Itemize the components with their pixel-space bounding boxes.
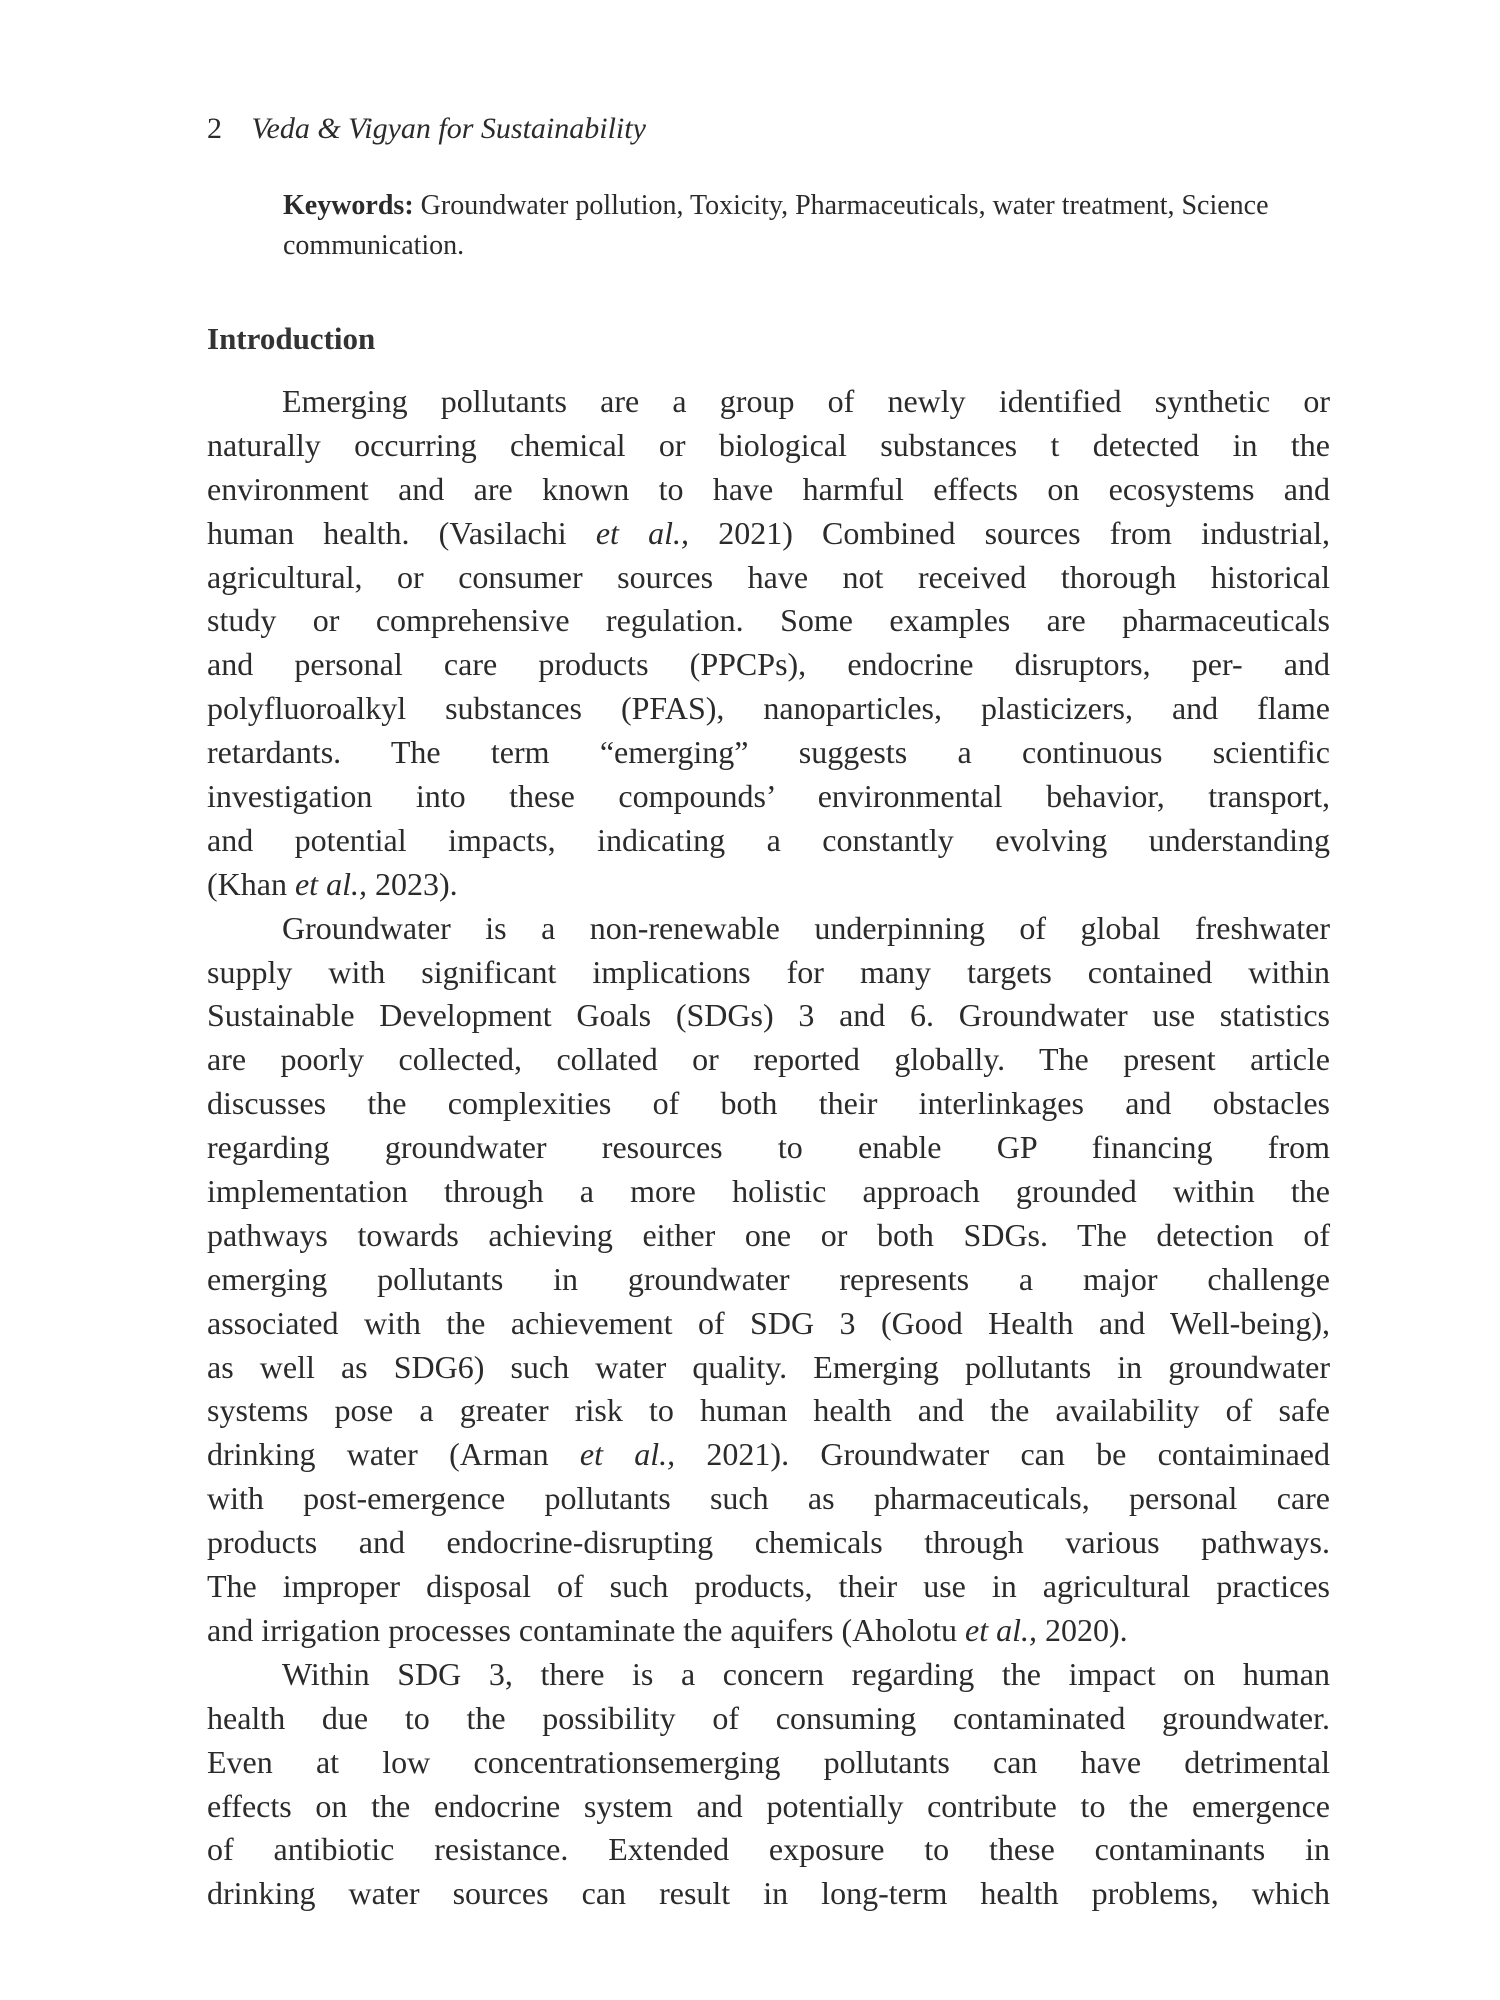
text-segment: and personal care products (PPCPs), endocrine disruptors, per- and [207, 646, 1330, 683]
text-segment: drinking water (Arman [207, 1436, 580, 1473]
text-line [207, 775, 1330, 819]
text-line [207, 819, 1330, 863]
text-line [207, 994, 1330, 1038]
text-segment: Within SDG 3, there is a concern regarding the impact on human [282, 1655, 1330, 1692]
text-segment: retardants. The term “emerging” suggests a continuous scientific [207, 734, 1330, 771]
body-text [207, 380, 1330, 1916]
citation-et-al: et al., [595, 514, 690, 551]
text-segment: drinking water sources can result in long-term health problems, which [207, 1875, 1330, 1912]
text-segment: 2020). [1036, 1611, 1128, 1648]
text-line [207, 1346, 1330, 1390]
text-segment: 2021) Combined sources from industrial, [689, 514, 1331, 551]
text-line [207, 1828, 1330, 1872]
text-segment: effects on the endocrine system and potentially contribute to the emergence [207, 1787, 1330, 1824]
text-segment: The improper disposal of such products, their use in agricultural practices [207, 1568, 1330, 1605]
text-segment: products and endocrine-disrupting chemicals through various pathways. [207, 1524, 1330, 1561]
paragraph [207, 1653, 1330, 1916]
text-segment: pathways towards achieving either one or both SDGs. The detection of [207, 1216, 1330, 1253]
text-line [207, 380, 1330, 424]
text-line [207, 1565, 1330, 1609]
text-segment: systems pose a greater risk to human health and the availability of safe [207, 1392, 1330, 1429]
text-line [207, 1038, 1330, 1082]
text-line [207, 556, 1330, 600]
text-segment: as well as SDG6) such water quality. Emerging pollutants in groundwater [207, 1348, 1330, 1385]
text-segment: associated with the achievement of SDG 3 (Good Health and Well-being), [207, 1304, 1330, 1341]
text-line [207, 1126, 1330, 1170]
text-segment: environment and are known to have harmful effects on ecosystems and [207, 470, 1330, 507]
text-line [207, 1477, 1330, 1521]
text-segment: agricultural, or consumer sources have not received thorough historical [207, 558, 1330, 595]
citation-et-al: et al., [964, 1611, 1037, 1648]
text-line [207, 1170, 1330, 1214]
text-segment: study or comprehensive regulation. Some examples are pharmaceuticals [207, 602, 1330, 639]
text-line [207, 1214, 1330, 1258]
text-line [207, 731, 1330, 775]
text-line [207, 1521, 1330, 1565]
text-segment: Emerging pollutants are a group of newly identified synthetic or [282, 383, 1330, 419]
text-segment: polyfluoroalkyl substances (PFAS), nanoparticles, plasticizers, and flame [207, 690, 1330, 727]
keywords [283, 186, 1283, 266]
text-line [207, 1258, 1330, 1302]
text-segment: and potential impacts, indicating a constantly evolving understanding [207, 821, 1330, 858]
text-line [207, 907, 1330, 951]
text-segment: regarding groundwater resources to enable GP financing from [207, 1129, 1330, 1166]
text-segment: naturally occurring chemical or biological substances t detected in the [207, 426, 1330, 463]
text-segment: of antibiotic resistance. Extended exposure to these contaminants in [207, 1831, 1330, 1868]
text-segment: with post-emergence pollutants such as pharmaceuticals, personal care [207, 1480, 1330, 1517]
text-segment: implementation through a more holistic approach grounded within the [207, 1173, 1330, 1210]
paragraph [207, 907, 1330, 1653]
text-segment: supply with significant implications for many targets contained within [207, 953, 1330, 990]
text-line [207, 1433, 1330, 1477]
keywords-text: Groundwater pollution, Toxicity, Pharmaceuticals, water treatment, Science communication. [283, 190, 1269, 261]
running-head [207, 112, 646, 146]
book-title: Veda & Vigyan for Sustainability [251, 112, 646, 145]
text-line [207, 468, 1330, 512]
text-line [207, 1302, 1330, 1346]
text-line [207, 1785, 1330, 1829]
text-line [207, 643, 1330, 687]
text-line [207, 599, 1330, 643]
page-number: 2 [207, 112, 222, 145]
text-line [207, 951, 1330, 995]
paragraph [207, 380, 1330, 907]
text-line [207, 512, 1330, 556]
text-line [207, 1082, 1330, 1126]
text-segment: emerging pollutants in groundwater represents a major challenge [207, 1260, 1330, 1297]
text-line [207, 1653, 1330, 1697]
text-line [207, 1389, 1330, 1433]
text-segment: Sustainable Development Goals (SDGs) 3 and 6. Groundwater use statistics [207, 997, 1330, 1034]
text-segment: investigation into these compounds’ environmental behavior, transport, [207, 778, 1330, 815]
text-segment: are poorly collected, collated or reported globally. The present article [207, 1041, 1330, 1078]
text-line [207, 1741, 1330, 1785]
text-segment: 2021). Groundwater can be contaiminaed [675, 1436, 1330, 1473]
section-heading: Introduction [207, 321, 376, 356]
text-line [207, 863, 1330, 907]
text-line [207, 424, 1330, 468]
text-segment: 2023). [366, 865, 458, 902]
text-line [207, 687, 1330, 731]
text-segment: Even at low concentrationsemerging pollutants can have detrimental [207, 1743, 1330, 1780]
text-segment: human health. (Vasilachi [207, 514, 596, 551]
text-segment: discusses the complexities of both their interlinkages and obstacles [207, 1085, 1330, 1122]
citation-et-al: et al., [294, 865, 367, 902]
text-line [207, 1609, 1330, 1653]
text-segment: health due to the possibility of consuming contaminated groundwater. [207, 1699, 1330, 1736]
text-segment: and irrigation processes contaminate the aquifers (Aholotu [207, 1611, 965, 1648]
keywords-label: Keywords: [283, 190, 414, 221]
text-line [207, 1872, 1330, 1916]
text-segment: (Khan [207, 865, 295, 902]
text-line [207, 1697, 1330, 1741]
citation-et-al: et al., [579, 1436, 676, 1473]
text-segment: Groundwater is a non-renewable underpinning of global freshwater [282, 909, 1330, 946]
